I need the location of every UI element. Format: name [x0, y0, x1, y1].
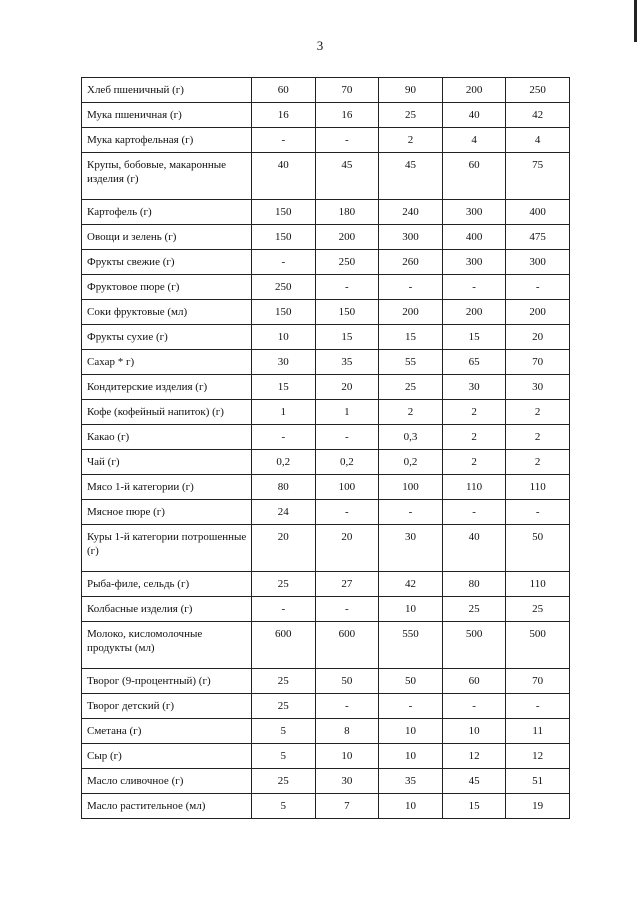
value-cell: 200	[506, 300, 570, 325]
value-cell: 80	[442, 572, 506, 597]
table-row	[82, 400, 570, 425]
value-cell: 50	[379, 669, 443, 694]
product-name-cell: Рыба-филе, сельдь (г)	[82, 572, 252, 597]
value-cell: -	[252, 250, 316, 275]
value-cell: 10	[442, 719, 506, 744]
value-cell: 25	[379, 375, 443, 400]
value-cell: 0,3	[379, 425, 443, 450]
table-row	[82, 525, 570, 572]
value-cell: -	[315, 425, 379, 450]
value-cell: 35	[379, 769, 443, 794]
value-cell: -	[379, 500, 443, 525]
value-cell: 40	[442, 103, 506, 128]
table-row	[82, 103, 570, 128]
value-cell: 25	[442, 597, 506, 622]
value-cell: 25	[252, 669, 316, 694]
value-cell: 30	[252, 350, 316, 375]
product-name-cell: Колбасные изделия (г)	[82, 597, 252, 622]
product-name-cell: Масло сливочное (г)	[82, 769, 252, 794]
product-name-cell: Картофель (г)	[82, 200, 252, 225]
food-norms-table	[81, 77, 570, 819]
product-name-cell: Мясо 1-й категории (г)	[82, 475, 252, 500]
value-cell: -	[252, 128, 316, 153]
value-cell: 20	[252, 525, 316, 572]
value-cell: 5	[252, 719, 316, 744]
value-cell: 4	[506, 128, 570, 153]
table-row	[82, 200, 570, 225]
value-cell: 30	[506, 375, 570, 400]
value-cell: -	[506, 500, 570, 525]
product-name-cell: Кондитерские изделия (г)	[82, 375, 252, 400]
value-cell: 550	[379, 622, 443, 669]
value-cell: 600	[252, 622, 316, 669]
value-cell: 2	[442, 450, 506, 475]
value-cell: 30	[442, 375, 506, 400]
table-row	[82, 250, 570, 275]
value-cell: 42	[379, 572, 443, 597]
value-cell: 70	[506, 350, 570, 375]
value-cell: 55	[379, 350, 443, 375]
value-cell: 0,2	[252, 450, 316, 475]
product-name-cell: Фруктовое пюре (г)	[82, 275, 252, 300]
value-cell: 65	[442, 350, 506, 375]
value-cell: 475	[506, 225, 570, 250]
value-cell: 16	[252, 103, 316, 128]
table-row	[82, 225, 570, 250]
value-cell: 4	[442, 128, 506, 153]
value-cell: 12	[442, 744, 506, 769]
product-name-cell: Молоко, кисломолочные продукты (мл)	[82, 622, 252, 669]
table-row	[82, 425, 570, 450]
product-name-cell: Хлеб пшеничный (г)	[82, 78, 252, 103]
value-cell: 25	[379, 103, 443, 128]
value-cell: 25	[252, 572, 316, 597]
table-row	[82, 350, 570, 375]
value-cell: 10	[379, 597, 443, 622]
table-row	[82, 622, 570, 669]
product-name-cell: Чай (г)	[82, 450, 252, 475]
value-cell: 10	[379, 794, 443, 819]
value-cell: 70	[506, 669, 570, 694]
value-cell: -	[379, 694, 443, 719]
value-cell: 150	[252, 225, 316, 250]
table-row	[82, 375, 570, 400]
value-cell: 200	[315, 225, 379, 250]
value-cell: 250	[315, 250, 379, 275]
value-cell: 11	[506, 719, 570, 744]
value-cell: 1	[315, 400, 379, 425]
table-row	[82, 325, 570, 350]
value-cell: 15	[252, 375, 316, 400]
value-cell: -	[252, 597, 316, 622]
value-cell: 19	[506, 794, 570, 819]
value-cell: 60	[442, 669, 506, 694]
product-name-cell: Сыр (г)	[82, 744, 252, 769]
value-cell: 180	[315, 200, 379, 225]
value-cell: 100	[315, 475, 379, 500]
value-cell: 45	[379, 153, 443, 200]
product-name-cell: Соки фруктовые (мл)	[82, 300, 252, 325]
value-cell: 40	[252, 153, 316, 200]
value-cell: 110	[506, 572, 570, 597]
value-cell: 2	[379, 400, 443, 425]
value-cell: -	[506, 694, 570, 719]
value-cell: 600	[315, 622, 379, 669]
value-cell: 400	[506, 200, 570, 225]
value-cell: 12	[506, 744, 570, 769]
product-name-cell: Мясное пюре (г)	[82, 500, 252, 525]
product-name-cell: Сахар * г)	[82, 350, 252, 375]
table-row	[82, 275, 570, 300]
product-name-cell: Творог детский (г)	[82, 694, 252, 719]
value-cell: 51	[506, 769, 570, 794]
value-cell: 150	[315, 300, 379, 325]
value-cell: 15	[315, 325, 379, 350]
table-row	[82, 669, 570, 694]
table-row	[82, 450, 570, 475]
product-name-cell: Сметана (г)	[82, 719, 252, 744]
value-cell: 15	[442, 325, 506, 350]
value-cell: 25	[252, 694, 316, 719]
value-cell: 0,2	[315, 450, 379, 475]
product-name-cell: Крупы, бобовые, макаронные изделия (г)	[82, 153, 252, 200]
value-cell: 300	[506, 250, 570, 275]
value-cell: 250	[252, 275, 316, 300]
table-row	[82, 597, 570, 622]
value-cell: 30	[315, 769, 379, 794]
table-row	[82, 572, 570, 597]
value-cell: 2	[506, 400, 570, 425]
value-cell: 500	[506, 622, 570, 669]
value-cell: 2	[379, 128, 443, 153]
value-cell: -	[315, 694, 379, 719]
value-cell: 300	[379, 225, 443, 250]
value-cell: 50	[506, 525, 570, 572]
product-name-cell: Кофе (кофейный напиток) (г)	[82, 400, 252, 425]
product-name-cell: Творог (9-процентный) (г)	[82, 669, 252, 694]
value-cell: -	[252, 425, 316, 450]
value-cell: 15	[379, 325, 443, 350]
value-cell: 200	[379, 300, 443, 325]
value-cell: -	[315, 128, 379, 153]
value-cell: 90	[379, 78, 443, 103]
table-row	[82, 300, 570, 325]
value-cell: 10	[379, 719, 443, 744]
value-cell: 20	[315, 375, 379, 400]
table-row	[82, 719, 570, 744]
value-cell: 0,2	[379, 450, 443, 475]
product-name-cell: Фрукты сухие (г)	[82, 325, 252, 350]
value-cell: 150	[252, 300, 316, 325]
value-cell: 25	[506, 597, 570, 622]
value-cell: 100	[379, 475, 443, 500]
table-row	[82, 475, 570, 500]
table-body	[82, 78, 570, 819]
table-row	[82, 694, 570, 719]
value-cell: 60	[442, 153, 506, 200]
value-cell: 45	[442, 769, 506, 794]
value-cell: 40	[442, 525, 506, 572]
value-cell: 10	[379, 744, 443, 769]
value-cell: 2	[442, 425, 506, 450]
page-number: 3	[316, 38, 324, 53]
value-cell: 200	[442, 78, 506, 103]
value-cell: 5	[252, 794, 316, 819]
value-cell: -	[315, 275, 379, 300]
value-cell: -	[506, 275, 570, 300]
value-cell: 45	[315, 153, 379, 200]
value-cell: 2	[442, 400, 506, 425]
value-cell: 42	[506, 103, 570, 128]
value-cell: -	[379, 275, 443, 300]
value-cell: -	[442, 694, 506, 719]
value-cell: 10	[252, 325, 316, 350]
value-cell: 300	[442, 200, 506, 225]
product-name-cell: Мука картофельная (г)	[82, 128, 252, 153]
value-cell: 16	[315, 103, 379, 128]
value-cell: 250	[506, 78, 570, 103]
value-cell: 110	[442, 475, 506, 500]
value-cell: 27	[315, 572, 379, 597]
table-row	[82, 794, 570, 819]
table-row	[82, 769, 570, 794]
value-cell: 1	[252, 400, 316, 425]
value-cell: 60	[252, 78, 316, 103]
value-cell: 500	[442, 622, 506, 669]
value-cell: -	[315, 500, 379, 525]
value-cell: 20	[506, 325, 570, 350]
value-cell: 24	[252, 500, 316, 525]
page-edge-mark	[634, 0, 637, 42]
table-row	[82, 78, 570, 103]
value-cell: 50	[315, 669, 379, 694]
product-name-cell: Овощи и зелень (г)	[82, 225, 252, 250]
value-cell: 2	[506, 450, 570, 475]
product-name-cell: Куры 1-й категории потрошенные (г)	[82, 525, 252, 572]
value-cell: 70	[315, 78, 379, 103]
value-cell: 240	[379, 200, 443, 225]
value-cell: 150	[252, 200, 316, 225]
value-cell: 8	[315, 719, 379, 744]
value-cell: -	[315, 597, 379, 622]
value-cell: 110	[506, 475, 570, 500]
value-cell: 260	[379, 250, 443, 275]
value-cell: 400	[442, 225, 506, 250]
value-cell: 20	[315, 525, 379, 572]
value-cell: -	[442, 500, 506, 525]
product-name-cell: Фрукты свежие (г)	[82, 250, 252, 275]
table-row	[82, 500, 570, 525]
value-cell: 15	[442, 794, 506, 819]
product-name-cell: Какао (г)	[82, 425, 252, 450]
value-cell: 35	[315, 350, 379, 375]
value-cell: 30	[379, 525, 443, 572]
value-cell: 7	[315, 794, 379, 819]
value-cell: 75	[506, 153, 570, 200]
value-cell: 80	[252, 475, 316, 500]
value-cell: 25	[252, 769, 316, 794]
value-cell: 5	[252, 744, 316, 769]
value-cell: 200	[442, 300, 506, 325]
value-cell: 10	[315, 744, 379, 769]
table-row	[82, 153, 570, 200]
value-cell: 300	[442, 250, 506, 275]
value-cell: -	[442, 275, 506, 300]
product-name-cell: Масло растительное (мл)	[82, 794, 252, 819]
table-row	[82, 744, 570, 769]
value-cell: 2	[506, 425, 570, 450]
product-name-cell: Мука пшеничная (г)	[82, 103, 252, 128]
table-row	[82, 128, 570, 153]
